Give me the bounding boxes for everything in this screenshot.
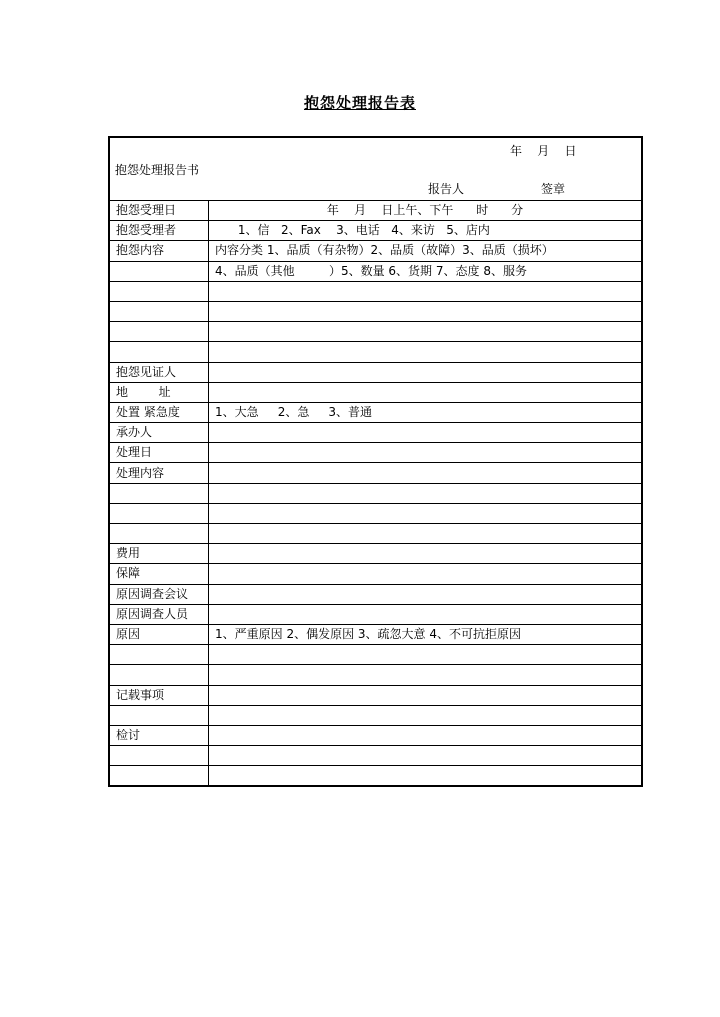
row-label: 检讨 <box>110 725 209 745</box>
table-row <box>110 524 641 544</box>
row-value-field[interactable] <box>209 301 642 321</box>
row-value-field[interactable] <box>209 382 642 402</box>
row-value-field[interactable] <box>209 544 642 564</box>
form-name: 抱怨处理报告书 <box>115 163 200 177</box>
row-label <box>110 705 209 725</box>
table-row <box>110 766 641 786</box>
table-row <box>110 645 641 665</box>
row-value-field[interactable]: 4、品质（其他 ）5、数量 6、货期 7、态度 8、服务 <box>209 261 642 281</box>
table-row <box>110 241 641 261</box>
row-label <box>110 746 209 766</box>
table-row <box>110 342 641 362</box>
table-row <box>110 604 641 624</box>
row-value-field[interactable] <box>209 725 642 745</box>
row-value-field[interactable] <box>209 665 642 685</box>
table-row <box>110 221 641 241</box>
row-label: 抱怨受理者 <box>110 221 209 241</box>
table-row <box>110 685 641 705</box>
table-row <box>110 624 641 644</box>
table-row <box>110 322 641 342</box>
row-value-field[interactable] <box>209 281 642 301</box>
row-label <box>110 645 209 665</box>
row-label <box>110 665 209 685</box>
row-value-field[interactable] <box>209 322 642 342</box>
row-label <box>110 322 209 342</box>
row-value-field[interactable] <box>209 584 642 604</box>
row-value-field[interactable] <box>209 503 642 523</box>
row-value-field[interactable]: 年 月 日上午、下午 时 分 <box>209 201 642 221</box>
row-label <box>110 281 209 301</box>
table-row <box>110 362 641 382</box>
row-label <box>110 503 209 523</box>
row-label: 处置 紧急度 <box>110 402 209 422</box>
row-label: 处理内容 <box>110 463 209 483</box>
row-value-field[interactable]: 1、严重原因 2、偶发原因 3、疏忽大意 4、不可抗拒原因 <box>209 624 642 644</box>
header-date: 年 月 日 <box>510 144 577 158</box>
table-row <box>110 544 641 564</box>
table-row <box>110 483 641 503</box>
row-label: 地 址 <box>110 382 209 402</box>
row-label: 原因调查人员 <box>110 604 209 624</box>
complaint-report-form <box>108 136 643 787</box>
table-row <box>110 705 641 725</box>
row-value-field[interactable] <box>209 705 642 725</box>
row-value-field[interactable] <box>209 645 642 665</box>
row-label: 记载事项 <box>110 685 209 705</box>
document-title: 抱怨处理报告表 <box>303 94 416 112</box>
table-row <box>110 201 641 221</box>
table-row <box>110 443 641 463</box>
table-row <box>110 423 641 443</box>
row-label <box>110 483 209 503</box>
row-label <box>110 766 209 786</box>
row-label: 原因调查会议 <box>110 584 209 604</box>
row-value-field[interactable] <box>209 443 642 463</box>
row-label <box>110 342 209 362</box>
row-label: 处理日 <box>110 443 209 463</box>
row-label: 原因 <box>110 624 209 644</box>
row-label <box>110 301 209 321</box>
row-value-field[interactable] <box>209 766 642 786</box>
row-value-field[interactable] <box>209 423 642 443</box>
seal-label: 签章 <box>541 182 566 196</box>
table-row <box>110 564 641 584</box>
table-row <box>110 584 641 604</box>
row-value-field[interactable] <box>209 746 642 766</box>
row-value-field[interactable] <box>209 564 642 584</box>
table-row <box>110 402 641 422</box>
form-table <box>110 201 641 785</box>
table-row <box>110 503 641 523</box>
reporter-label: 报告人 <box>428 182 465 196</box>
row-value-field[interactable]: 内容分类 1、品质（有杂物）2、品质（故障）3、品质（损坏） <box>209 241 642 261</box>
table-row <box>110 746 641 766</box>
row-label: 费用 <box>110 544 209 564</box>
table-row <box>110 725 641 745</box>
table-row <box>110 281 641 301</box>
form-header <box>110 138 641 201</box>
row-label <box>110 261 209 281</box>
row-value-field[interactable] <box>209 524 642 544</box>
row-label: 抱怨内容 <box>110 241 209 261</box>
row-label: 抱怨见证人 <box>110 362 209 382</box>
table-row <box>110 301 641 321</box>
row-label <box>110 524 209 544</box>
row-value-field[interactable] <box>209 342 642 362</box>
row-label: 保障 <box>110 564 209 584</box>
row-value-field[interactable] <box>209 604 642 624</box>
row-label: 承办人 <box>110 423 209 443</box>
table-row <box>110 463 641 483</box>
row-value-field[interactable] <box>209 362 642 382</box>
table-row <box>110 261 641 281</box>
table-row <box>110 665 641 685</box>
row-value-field[interactable] <box>209 483 642 503</box>
row-value-field[interactable]: 1、大急 2、急 3、普通 <box>209 402 642 422</box>
row-value-field[interactable]: 1、信 2、Fax 3、电话 4、来访 5、店内 <box>209 221 642 241</box>
table-row <box>110 382 641 402</box>
row-label: 抱怨受理日 <box>110 201 209 221</box>
row-value-field[interactable] <box>209 463 642 483</box>
row-value-field[interactable] <box>209 685 642 705</box>
